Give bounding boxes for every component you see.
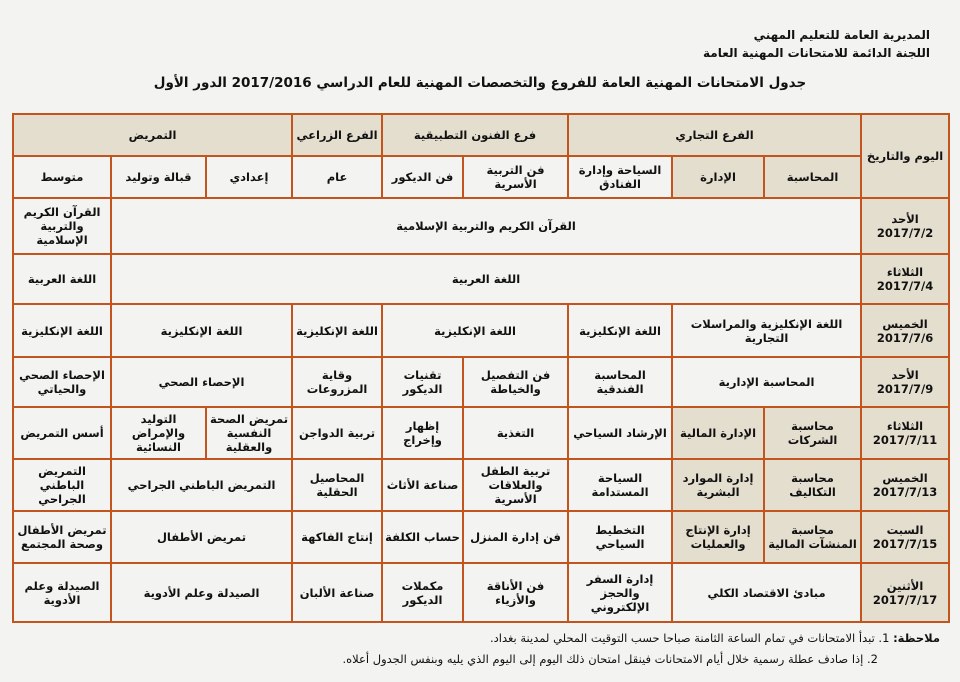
day-name: الخميس bbox=[882, 316, 928, 331]
exam-cell-tourism: الإرشاد السياحي bbox=[568, 407, 672, 459]
table-row bbox=[13, 511, 949, 563]
branch-applied-arts-header: فرع الفنون التطبيقية bbox=[382, 114, 568, 156]
note-line-2 bbox=[342, 649, 940, 670]
exam-cell-intermediate: اللغة الإنكليزية bbox=[13, 304, 111, 357]
exam-cell-decor: إظهار وإخراج bbox=[382, 407, 463, 459]
exam-cell-management: الإدارة المالية bbox=[672, 407, 764, 459]
day-name: الخميس bbox=[882, 471, 928, 485]
day-date: 2017/7/11 bbox=[872, 433, 938, 447]
org-line-1: المديرية العامة للتعليم المهني bbox=[753, 28, 930, 42]
day-cell bbox=[861, 198, 949, 254]
table-row bbox=[13, 407, 949, 459]
day-cell bbox=[861, 563, 949, 622]
exam-cell-decor: تقنيات الديكور bbox=[382, 357, 463, 407]
table-row bbox=[13, 254, 949, 304]
table-row bbox=[13, 198, 949, 254]
exam-cell-midwifery: التوليد والإمراض النسائية bbox=[111, 407, 206, 459]
day-cell bbox=[861, 254, 949, 304]
table-row bbox=[13, 304, 949, 357]
notes-block bbox=[342, 628, 940, 670]
spec-midwifery-header: قبالة وتوليد bbox=[111, 156, 206, 198]
exam-cell-management: إدارة الإنتاج والعمليات bbox=[672, 511, 764, 563]
spec-tourism-header: السياحة وإدارة الفنادق bbox=[568, 156, 672, 198]
notes-label: ملاحظة: bbox=[893, 631, 940, 645]
exam-cell-home-economics: تربية الطفل والعلاقات الأسرية bbox=[463, 459, 568, 511]
exam-cell-accounting-management: اللغة الإنكليزية والمراسلات التجارية bbox=[672, 304, 861, 357]
exam-cell-common: القرآن الكريم والتربية الإسلامية bbox=[111, 198, 861, 254]
table-row bbox=[13, 563, 949, 622]
exam-cell-agricultural: اللغة الإنكليزية bbox=[292, 304, 382, 357]
exam-cell-intermediate: الصيدلة وعلم الأدوية bbox=[13, 563, 111, 622]
day-name: الثلاثاء bbox=[886, 419, 924, 433]
spec-decor-header: فن الديكور bbox=[382, 156, 463, 198]
exam-cell-intermediate: تمريض الأطفال وصحة المجتمع bbox=[13, 511, 111, 563]
exam-cell-preparatory: تمريض الصحة النفسية والعقلية bbox=[206, 407, 292, 459]
spec-agri-general-header: عام bbox=[292, 156, 382, 198]
day-cell bbox=[861, 407, 949, 459]
day-date: 2017/7/15 bbox=[872, 537, 938, 551]
spec-intermediate-header: متوسط bbox=[13, 156, 111, 198]
exam-cell-home-economics: فن الأناقة والأزياء bbox=[463, 563, 568, 622]
org-line-2: اللجنة الدائمة للامتحانات المهنية العامة bbox=[703, 46, 930, 60]
exam-cell-agricultural: صناعة الألبان bbox=[292, 563, 382, 622]
spec-accounting-header: المحاسبة bbox=[764, 156, 861, 198]
exam-cell-accounting: محاسبة الشركات bbox=[764, 407, 861, 459]
exam-cell-applied-arts: اللغة الإنكليزية bbox=[382, 304, 568, 357]
exam-cell-tourism: السياحة المستدامة bbox=[568, 459, 672, 511]
exam-cell-prep-midwifery: اللغة الإنكليزية bbox=[111, 304, 292, 357]
exam-cell-common: اللغة العربية bbox=[111, 254, 861, 304]
exam-cell-home-economics: التغذية bbox=[463, 407, 568, 459]
exam-cell-decor: حساب الكلفة bbox=[382, 511, 463, 563]
exam-schedule-table bbox=[12, 113, 950, 623]
exam-cell-tourism: اللغة الإنكليزية bbox=[568, 304, 672, 357]
note-line-1 bbox=[342, 628, 940, 649]
exam-cell-prep-midwifery: تمريض الأطفال bbox=[111, 511, 292, 563]
exam-cell-prep-midwifery: الصيدلة وعلم الأدوية bbox=[111, 563, 292, 622]
exam-cell-accounting-management: مبادئ الاقتصاد الكلي bbox=[672, 563, 861, 622]
exam-cell-accounting: محاسبة التكاليف bbox=[764, 459, 861, 511]
note-1: 1. تبدأ الامتحانات في تمام الساعة الثامنة صباحا حسب التوقيت المحلي لمدينة بغداد. bbox=[489, 631, 890, 645]
exam-cell-accounting-management: المحاسبة الإدارية bbox=[672, 357, 861, 407]
exam-cell-intermediate: اللغة العربية bbox=[13, 254, 111, 304]
exam-cell-tourism: المحاسبة الفندقية bbox=[568, 357, 672, 407]
day-date: 2017/7/2 bbox=[876, 226, 934, 240]
exam-cell-agricultural: إنتاج الفاكهة bbox=[292, 511, 382, 563]
exam-cell-tourism: إدارة السفر والحجز الإلكتروني bbox=[568, 563, 672, 622]
exam-cell-agricultural: وقاية المزروعات bbox=[292, 357, 382, 407]
spec-home-economics-header: فن التربية الأسرية bbox=[463, 156, 568, 198]
exam-cell-intermediate: أسس التمريض bbox=[13, 407, 111, 459]
day-cell bbox=[861, 459, 949, 511]
branch-agricultural-header: الفرع الزراعي bbox=[292, 114, 382, 156]
exam-cell-management: إدارة الموارد البشرية bbox=[672, 459, 764, 511]
spec-preparatory-header: إعدادي bbox=[206, 156, 292, 198]
exam-cell-tourism: التخطيط السياحي bbox=[568, 511, 672, 563]
table-row bbox=[13, 357, 949, 407]
day-name: الأحد bbox=[891, 212, 919, 226]
note-2: 2. إذا صادف عطلة رسمية خلال أيام الامتحانات فينقل امتحان ذلك اليوم إلى اليوم الذي يليه وبنفس الجدول أعلاه. bbox=[342, 652, 878, 666]
exam-cell-home-economics: فن التفصيل والخياطة bbox=[463, 357, 568, 407]
branch-commercial-header: الفرع التجاري bbox=[568, 114, 861, 156]
day-cell bbox=[861, 357, 949, 407]
table-row bbox=[13, 459, 949, 511]
exam-cell-agricultural: تربية الدواجن bbox=[292, 407, 382, 459]
exam-cell-prep-midwifery: الإحصاء الصحي bbox=[111, 357, 292, 407]
exam-cell-home-economics: فن إدارة المنزل bbox=[463, 511, 568, 563]
exam-cell-prep-midwifery: التمريض الباطني الجراحي bbox=[111, 459, 292, 511]
page-title: جدول الامتحانات المهنية العامة للفروع والتخصصات المهنية للعام الدراسي 2017/2016 الدور الأول bbox=[153, 75, 807, 91]
exam-cell-accounting: محاسبة المنشآت المالية bbox=[764, 511, 861, 563]
day-date: 2017/7/6 bbox=[876, 330, 934, 345]
day-date: 2017/7/4 bbox=[876, 279, 934, 293]
day-date: 2017/7/9 bbox=[876, 382, 934, 396]
spec-management-header: الإدارة bbox=[672, 156, 764, 198]
exam-cell-agricultural: المحاصيل الحقلية bbox=[292, 459, 382, 511]
header-block bbox=[703, 26, 930, 62]
branch-nursing-header: التمريض bbox=[13, 114, 292, 156]
day-date: 2017/7/13 bbox=[872, 485, 938, 499]
day-name: الثلاثاء bbox=[886, 265, 924, 279]
exam-cell-intermediate: الإحصاء الصحي والحياتي bbox=[13, 357, 111, 407]
exam-cell-intermediate: التمريض الباطني الجراحي bbox=[13, 459, 111, 511]
exam-cell-decor: مكملات الديكور bbox=[382, 563, 463, 622]
day-cell bbox=[861, 511, 949, 563]
day-name: الأحد bbox=[891, 368, 919, 382]
day-date-header: اليوم والتاريخ bbox=[861, 114, 949, 198]
day-name: السبت bbox=[886, 523, 924, 537]
day-cell bbox=[861, 304, 949, 357]
day-date: 2017/7/17 bbox=[872, 592, 938, 607]
exam-cell-intermediate: القرآن الكريم والتربية الإسلامية bbox=[13, 198, 111, 254]
exam-cell-decor: صناعة الأثاث bbox=[382, 459, 463, 511]
day-name: الأثنين bbox=[886, 578, 924, 593]
